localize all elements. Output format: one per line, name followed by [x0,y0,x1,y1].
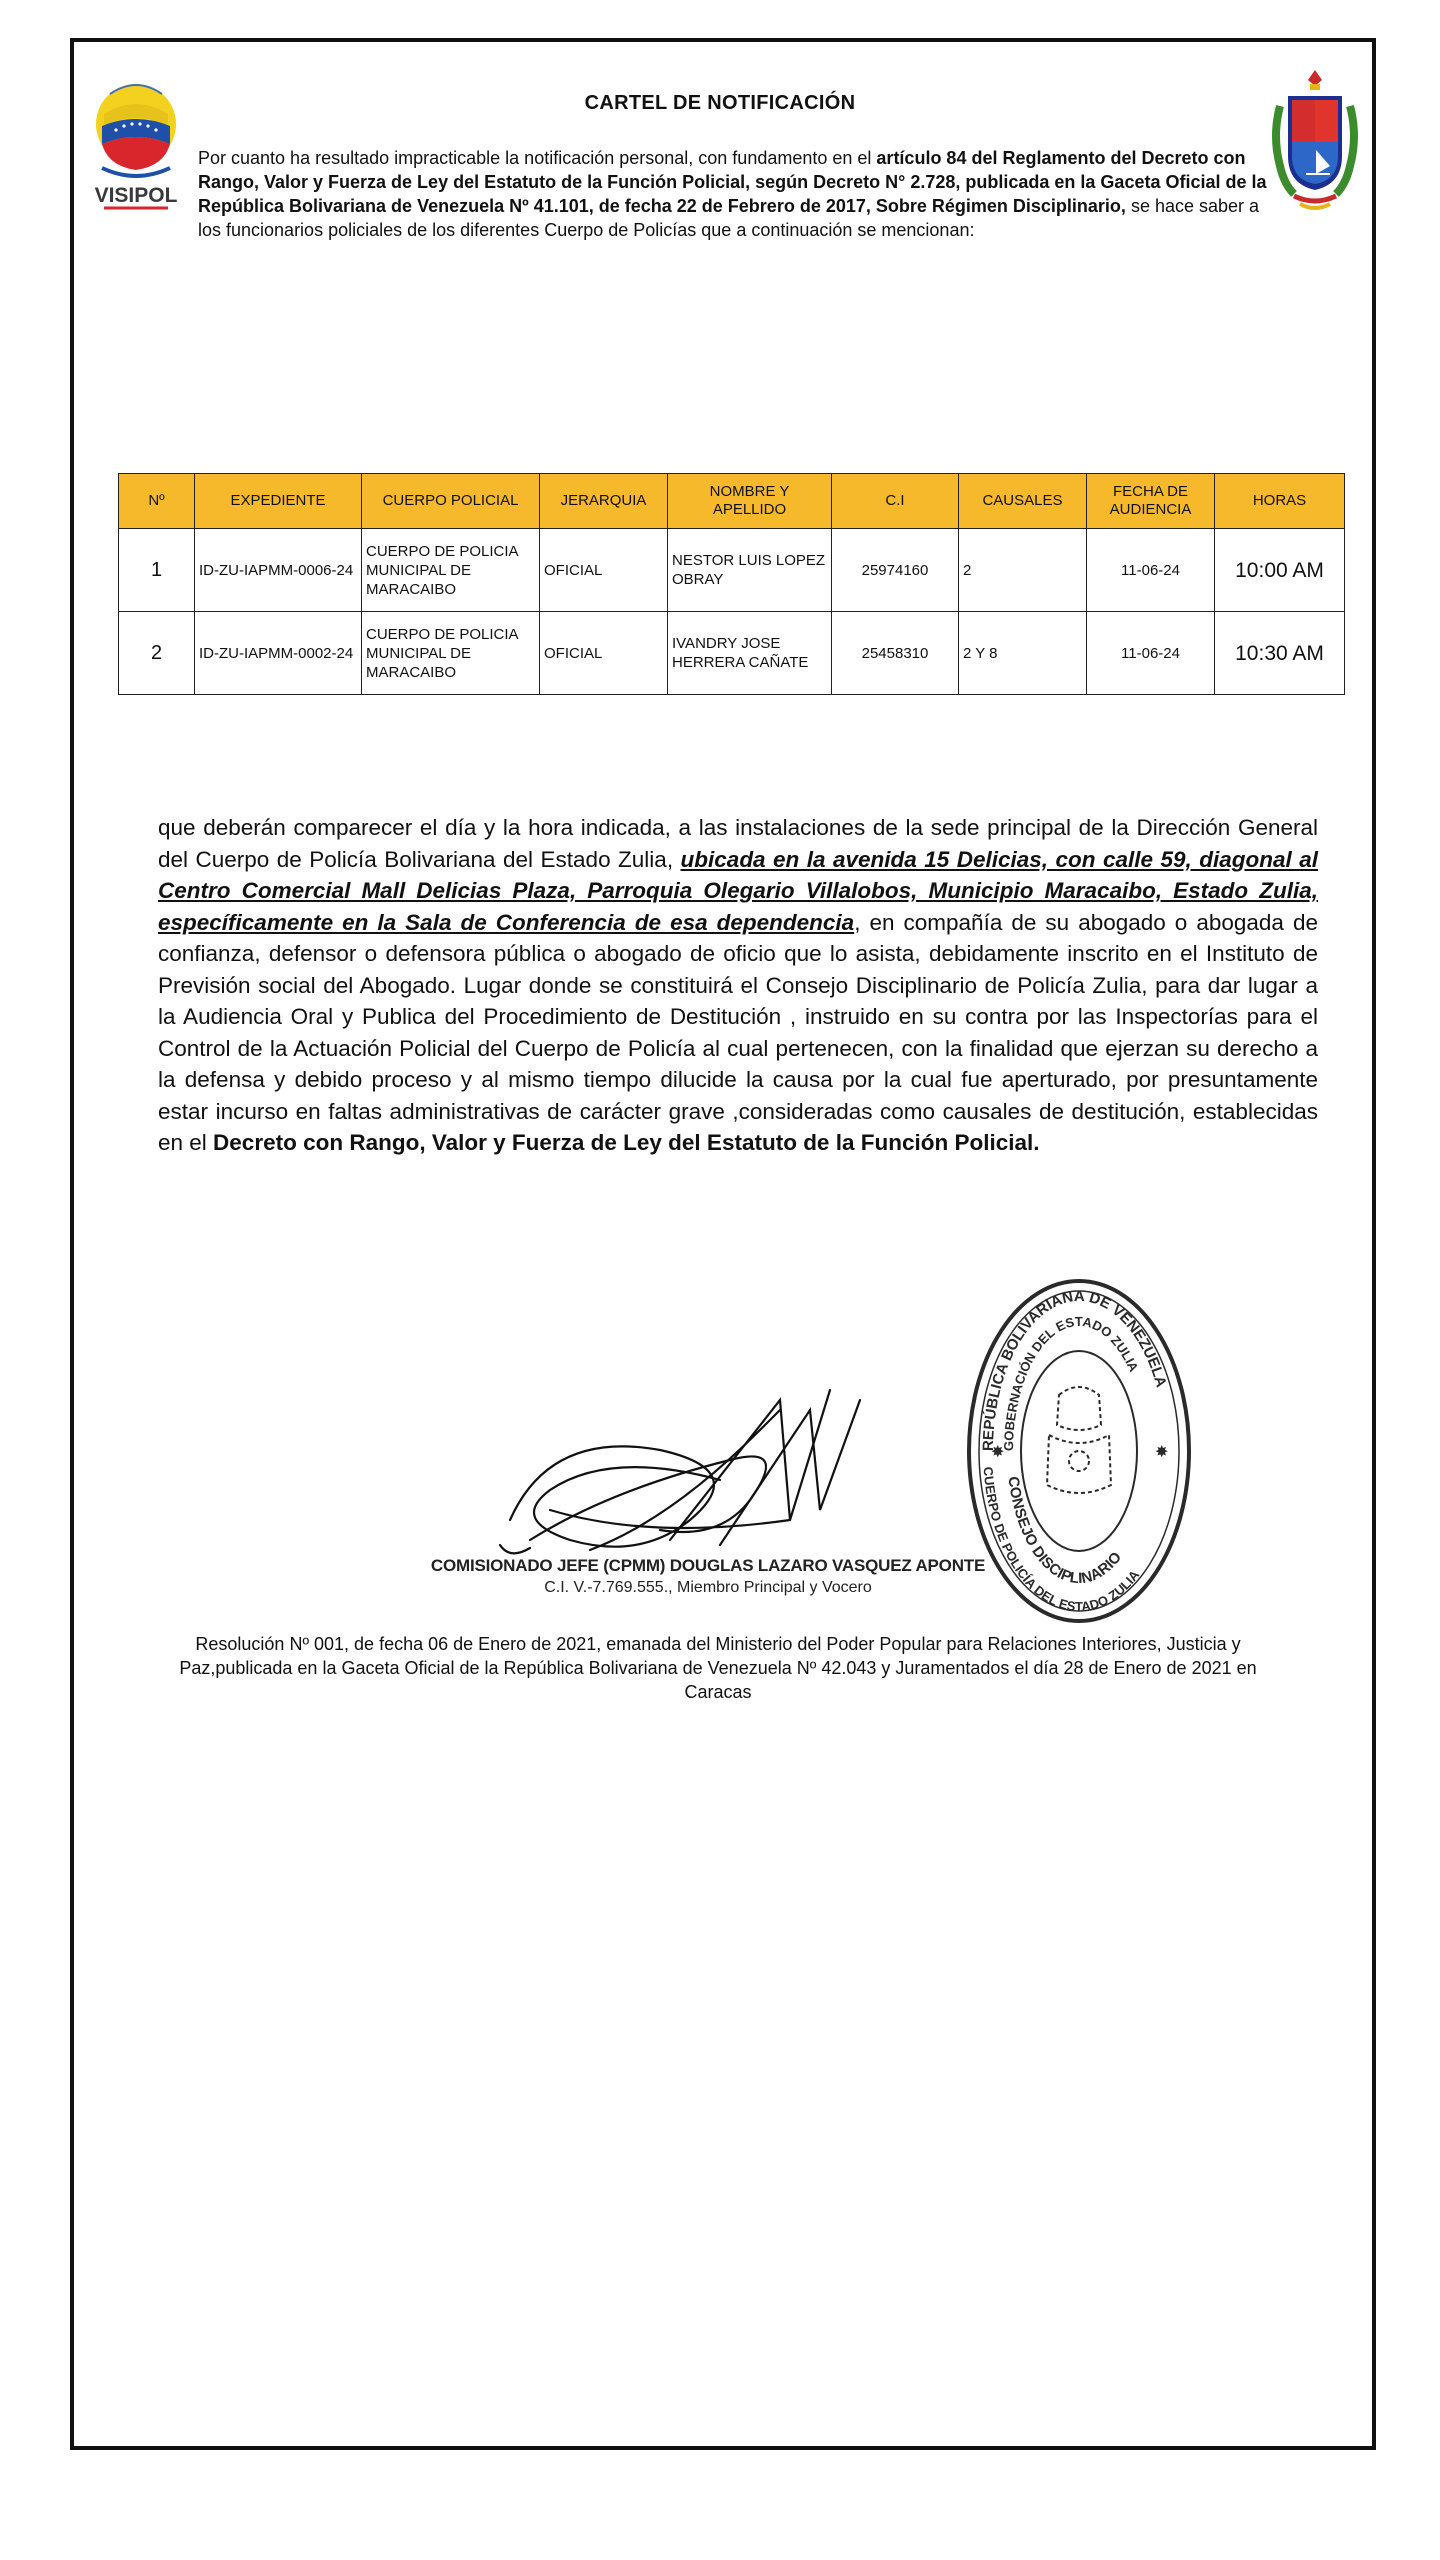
cell-jerarquia: OFICIAL [540,529,668,612]
header-nombre: NOMBRE Y APELLIDO [668,474,832,529]
notification-table [118,473,1345,695]
cell-expediente: ID-ZU-IAPMM-0006-24 [195,529,362,612]
zulia-coat-of-arms [1270,66,1360,214]
cell-jerarquia: OFICIAL [540,612,668,695]
resolution-note: Resolución Nº 001, de fecha 06 de Enero de 2021, emanada del Ministerio del Poder Popular para Relaciones Interiores, Justicia y Paz,publicada en la Gaceta Oficial de la República Bolivariana de Venezuela Nº 42.043 y Juramentados el día 28 de Enero de 2021 en Caracas [179,1634,1257,1702]
table-row [119,612,1345,695]
cell-ci: 25974160 [832,529,959,612]
table-header-row [119,474,1345,529]
header-causales: CAUSALES [959,474,1087,529]
signer-ci: C.I. V.-7.769.555., Miembro Principal y Vocero [544,1579,872,1596]
cell-nombre: NESTOR LUIS LOPEZ OBRAY [668,529,832,612]
stamp-bottom-text: CONSEJO DISCIPLINARIO [1004,1475,1126,1588]
stamp-inner-text: GOBERNACIÓN DEL ESTADO ZULIA [1000,1313,1142,1452]
header-jerarquia: JERARQUIA [540,474,668,529]
intro-legal-reference: artículo 84 del Reglamento del Decreto con Rango, Valor y Fuerza de Ley del Estatuto de la Función Policial, según Decreto N° 2.728, publicada en la Gaceta Oficial de la República Bolivariana de Venezuela Nº 41.101, de fecha 22 de Febrero de 2017, Sobre Régimen Disciplinario, [198,148,1267,216]
logo-text: VISIPOL [94,184,178,207]
cell-ci: 25458310 [832,612,959,695]
handwritten-signature [490,1370,890,1580]
svg-text:CUERPO DE POLICÍA DEL ESTADO Z [980,1466,1142,1614]
cell-num: 1 [119,529,195,612]
cell-causales: 2 [959,529,1087,612]
header-horas: HORAS [1215,474,1345,529]
signer-name: COMISIONADO JEFE (CPMM) DOUGLAS LAZARO VASQUEZ APONTE [430,1556,986,1575]
cell-horas: 10:00 AM [1215,529,1345,612]
page-border [70,38,1376,2450]
header-num: Nº [119,474,195,529]
visipol-logo [88,64,184,214]
cell-num: 2 [119,612,195,695]
body-text-2: , en compañía de su abogado o abogada de confianza, defensor o defensora pública o abogado de oficio que lo asista, debidamente inscrito en el Instituto de Previsión social del Abogado. Lugar donde se constituirá el Consejo Disciplinario de Policía Zulia, para dar lugar a la Audiencia Oral y Publica del Procedimiento de Destitución , instruido en su contra por las Inspectorías para el Control de la Actuación Policial del Cuerpo de Policía al cual pertenecen, con la finalidad que ejerzan su derecho a la defensa y debido proceso y al mismo tiempo dilucide la causa por la cual fue aperturado, por presuntamente estar incurso en faltas administrativas de carácter grave ,consideradas como causales de destitución, establecidas en el [158,909,1318,1155]
cell-fecha: 11-06-24 [1087,612,1215,695]
intro-paragraph [198,146,1278,242]
header-expediente: EXPEDIENTE [195,474,362,529]
stamp-bottom-outer-text: CUERPO DE POLICÍA DEL ESTADO ZULIA [980,1466,1143,1615]
decree-reference: Decreto con Rango, Valor y Fuerza de Ley del Estatuto de la Función Policial. [213,1130,1040,1155]
body-paragraph [158,812,1318,1159]
cell-cuerpo: CUERPO DE POLICIA MUNICIPAL DE MARACAIBO [362,612,540,695]
hearing-address: ubicada en la avenida 15 Delicias, con calle 59, diagonal al Centro Comercial Mall Delicias Plaza, Parroquia Olegario Villalobos, Municipio Maracaibo, Estado Zulia, específicamente en la Sala de Conferencia de esa dependencia [158,846,1318,935]
svg-text:✸: ✸ [991,1444,1005,1461]
intro-text-1: Por cuanto ha resultado impracticable la notificación personal, con fundamento en el [198,148,877,168]
stamp-outer-text: REPÚBLICA BOLIVARIANA DE VENEZUELA [979,1287,1170,1452]
cell-cuerpo: CUERPO DE POLICIA MUNICIPAL DE MARACAIBO [362,529,540,612]
header-fecha: FECHA DE AUDIENCIA [1087,474,1215,529]
cell-nombre: IVANDRY JOSE HERRERA CAÑATE [668,612,832,695]
cell-horas: 10:30 AM [1215,612,1345,695]
official-stamp [963,1275,1195,1627]
header-ci: C.I [832,474,959,529]
body-text-1: que deberán comparecer el día y la hora indicada, a las instalaciones de la sede principal de la Dirección General del Cuerpo de Policía Bolivariana del Estado Zulia, [158,815,1318,872]
cell-fecha: 11-06-24 [1087,529,1215,612]
cell-expediente: ID-ZU-IAPMM-0002-24 [195,612,362,695]
document-title: CARTEL DE NOTIFICACIÓN [584,92,856,114]
intro-text-2: se hace saber a los funcionarios policiales de los diferentes Cuerpo de Policías que a continuación se mencionan: [198,196,1260,240]
cell-causales: 2 Y 8 [959,612,1087,695]
svg-text:✸: ✸ [1155,1444,1169,1461]
table-row [119,529,1345,612]
header-cuerpo: CUERPO POLICIAL [362,474,540,529]
